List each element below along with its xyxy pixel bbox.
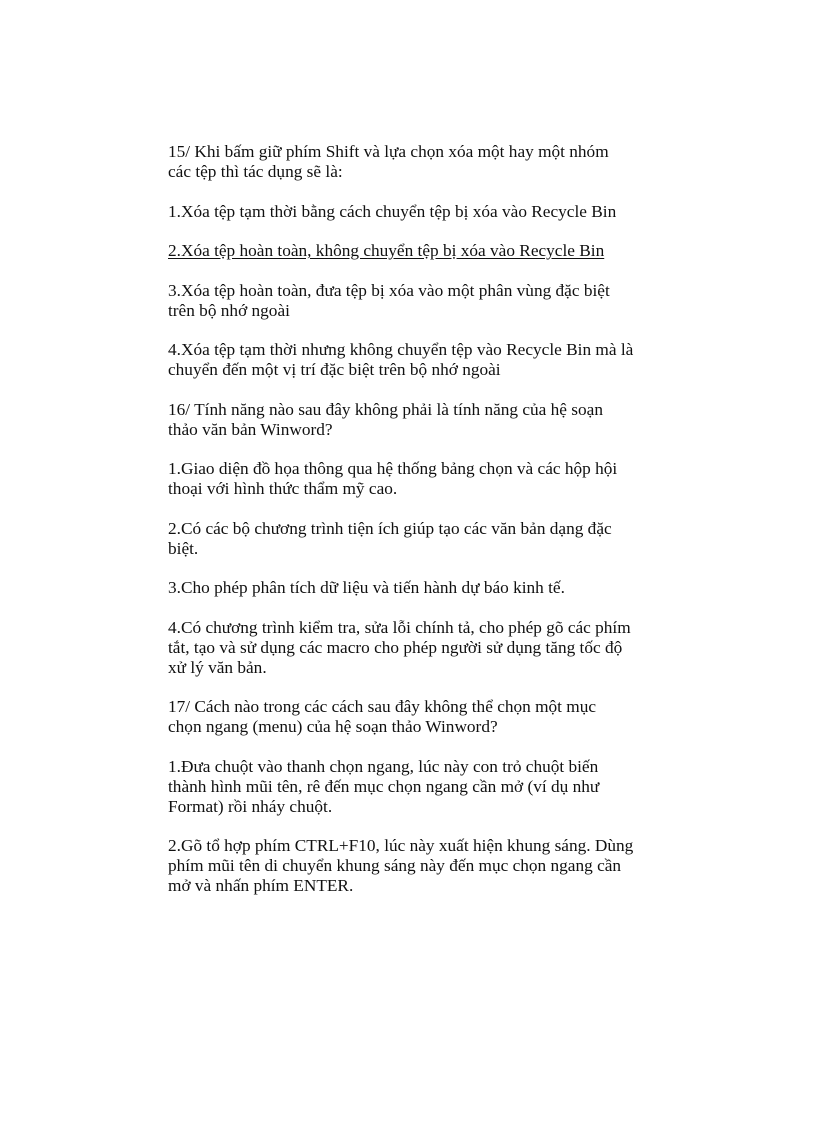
text-line: 1.Đưa chuột vào thanh chọn ngang, lúc này con trỏ chuột biến <box>168 756 599 776</box>
text-line: thành hình mũi tên, rê đến mục chọn ngang cần mở (ví dụ như <box>168 776 600 796</box>
text-line: 4.Xóa tệp tạm thời nhưng không chuyển tệp vào Recycle Bin mà là <box>168 340 634 359</box>
text-line: 15/ Khi bấm giữ phím Shift và lựa chọn xóa một hay một nhóm <box>168 142 609 161</box>
text-line: 2.Có các bộ chương trình tiện ích giúp tạo các văn bản dạng đặc <box>168 518 612 538</box>
text-line: tắt, tạo và sử dụng các macro cho phép người sử dụng tăng tốc độ <box>168 637 623 657</box>
text-line: 16/ Tính năng nào sau đây không phải là tính năng của hệ soạn <box>168 399 603 419</box>
text-line: 2.Xóa tệp hoàn toàn, không chuyển tệp bị xóa vào Recycle Bin <box>168 241 605 260</box>
text-line: thoại với hình thức thẩm mỹ cao. <box>168 479 398 498</box>
text-line: xử lý văn bản. <box>168 657 267 677</box>
question-text <box>168 400 688 440</box>
answer-option <box>168 459 688 499</box>
answer-option <box>168 757 688 817</box>
answer-option <box>168 618 688 678</box>
text-line: chọn ngang (menu) của hệ soạn thảo Winword? <box>168 717 498 736</box>
answer-option-correct <box>168 241 688 261</box>
text-line: chuyển đến một vị trí đặc biệt trên bộ nhớ ngoài <box>168 360 501 379</box>
text-line: các tệp thì tác dụng sẽ là: <box>168 162 343 181</box>
answer-option <box>168 340 688 380</box>
text-line: 4.Có chương trình kiểm tra, sửa lỗi chính tả, cho phép gõ các phím <box>168 617 631 637</box>
document-page <box>168 142 688 916</box>
text-line: 1.Xóa tệp tạm thời bằng cách chuyển tệp bị xóa vào Recycle Bin <box>168 201 617 221</box>
text-line: 3.Xóa tệp hoàn toàn, đưa tệp bị xóa vào một phân vùng đặc biệt <box>168 280 610 300</box>
text-line: 2.Gõ tổ hợp phím CTRL+F10, lúc này xuất hiện khung sáng. Dùng <box>168 836 634 855</box>
text-line: thảo văn bản Winword? <box>168 419 333 439</box>
text-line: trên bộ nhớ ngoài <box>168 300 290 320</box>
text-line: mở và nhấn phím ENTER. <box>168 876 354 895</box>
question-text <box>168 142 688 182</box>
text-line: 1.Giao diện đồ họa thông qua hệ thống bảng chọn và các hộp hội <box>168 459 618 478</box>
answer-option <box>168 578 688 598</box>
text-line: Format) rồi nháy chuột. <box>168 796 333 816</box>
text-line: 3.Cho phép phân tích dữ liệu và tiến hành dự báo kinh tế. <box>168 578 565 597</box>
answer-option <box>168 519 688 559</box>
text-line: biệt. <box>168 538 199 558</box>
answer-option <box>168 836 688 896</box>
answer-option <box>168 281 688 321</box>
text-line: 17/ Cách nào trong các cách sau đây không thể chọn một mục <box>168 697 597 716</box>
answer-option <box>168 202 688 222</box>
text-line: phím mũi tên di chuyển khung sáng này đến mục chọn ngang cần <box>168 856 622 875</box>
question-text <box>168 697 688 737</box>
